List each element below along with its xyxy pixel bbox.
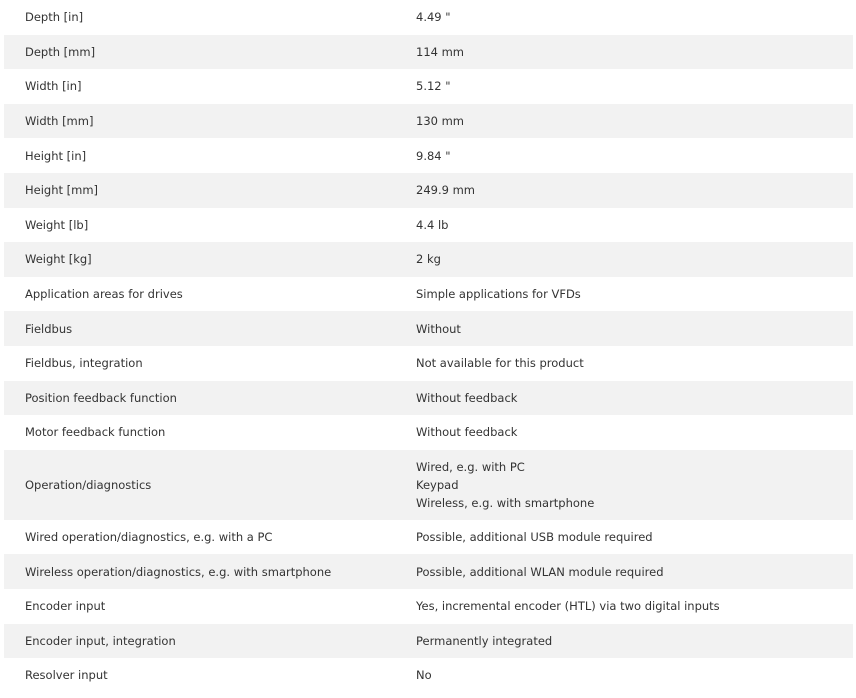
spec-label: Fieldbus (25, 321, 73, 336)
spec-label: Operation/diagnostics (25, 477, 152, 492)
spec-value-line: Keypad (416, 477, 459, 492)
spec-value: Yes, incremental encoder (HTL) via two digital inputs (416, 599, 720, 614)
spec-value: Permanently integrated (416, 633, 553, 648)
spec-value: 2 kg (416, 252, 441, 267)
spec-label: Wireless operation/diagnostics, e.g. with smartphone (25, 564, 332, 579)
spec-row-wireless-operation (4, 554, 853, 589)
spec-row-width-mm (4, 104, 853, 139)
spec-row-motor-feedback (4, 415, 853, 450)
spec-row-height-mm (4, 173, 853, 208)
spec-label: Application areas for drives (25, 287, 183, 302)
spec-value-line: Wireless, e.g. with smartphone (416, 495, 595, 510)
spec-value: 130 mm (416, 114, 465, 129)
spec-value: Possible, additional WLAN module required (416, 564, 664, 579)
spec-label: Motor feedback function (25, 425, 166, 440)
spec-label: Position feedback function (25, 390, 177, 405)
spec-row-application-areas (4, 277, 853, 312)
spec-value: 4.49 " (416, 10, 451, 25)
spec-row-wired-operation (4, 520, 853, 555)
spec-row-position-feedback (4, 381, 853, 416)
spec-row-depth-mm (4, 35, 853, 70)
spec-value: Without feedback (416, 425, 518, 440)
spec-label: Depth [in] (25, 10, 84, 25)
spec-label: Weight [kg] (25, 252, 92, 267)
spec-row-encoder-integration (4, 624, 853, 659)
spec-value: 114 mm (416, 44, 465, 59)
spec-row-fieldbus-integration (4, 346, 853, 381)
spec-label: Encoder input (25, 599, 106, 614)
spec-value: Not available for this product (416, 356, 584, 371)
spec-value: Without (416, 321, 461, 336)
spec-label: Height [in] (25, 148, 87, 163)
spec-label: Wired operation/diagnostics, e.g. with a PC (25, 530, 273, 545)
spec-value: Without feedback (416, 390, 518, 405)
spec-table (4, 0, 853, 693)
spec-label: Depth [mm] (25, 44, 96, 59)
spec-label: Height [mm] (25, 183, 99, 198)
spec-row-weight-kg (4, 242, 853, 277)
spec-value-multiline (416, 458, 853, 512)
spec-value: 5.12 " (416, 79, 451, 94)
spec-value: No (416, 668, 432, 683)
spec-label: Encoder input, integration (25, 633, 176, 648)
spec-value-line: Wired, e.g. with PC (416, 459, 525, 474)
spec-value: 9.84 " (416, 148, 451, 163)
spec-label: Weight [lb] (25, 217, 89, 232)
spec-row-width-in (4, 69, 853, 104)
spec-row-operation-diagnostics (4, 450, 853, 520)
spec-label: Width [mm] (25, 114, 94, 129)
spec-value: Simple applications for VFDs (416, 287, 581, 302)
spec-row-height-in (4, 138, 853, 173)
spec-label: Fieldbus, integration (25, 356, 143, 371)
spec-row-resolver-input (4, 658, 853, 693)
spec-label: Width [in] (25, 79, 82, 94)
spec-row-fieldbus (4, 311, 853, 346)
spec-row-weight-lb (4, 208, 853, 243)
spec-row-encoder-input (4, 589, 853, 624)
spec-label: Resolver input (25, 668, 108, 683)
spec-row-depth-in (4, 0, 853, 35)
spec-value: 4.4 lb (416, 217, 449, 232)
spec-value: 249.9 mm (416, 183, 475, 198)
spec-value: Possible, additional USB module required (416, 530, 653, 545)
